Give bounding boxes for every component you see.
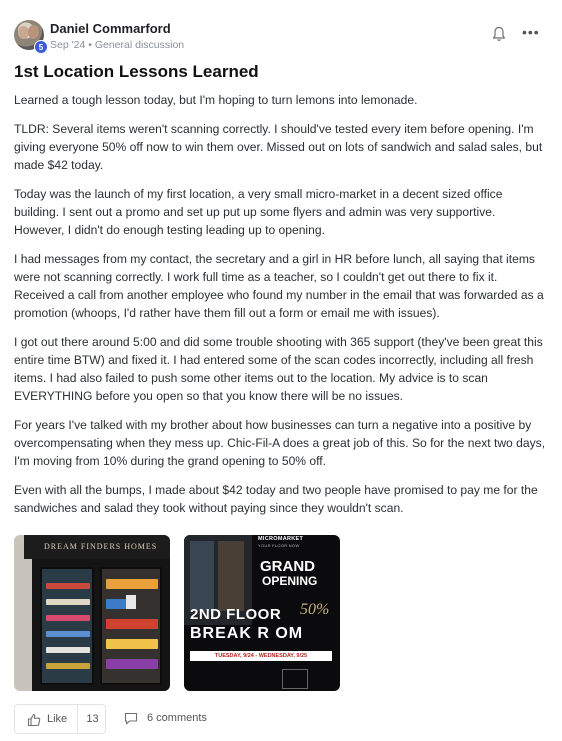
grand-text: GRAND	[260, 558, 315, 575]
post-paragraph: TLDR: Several items weren't scanning correctly. I should've tested every item before opening. I'm giving everyone 50% off now to win them over. Missed out on lots of sandwich and salad sales, but made $42 today.	[14, 122, 543, 172]
shelf-row	[46, 615, 90, 621]
shelf-row	[46, 631, 90, 637]
dates-strip: TUESDAY, 9/24 - WEDNESDAY, 9/25	[190, 651, 332, 661]
vending-machine-image[interactable]	[14, 535, 170, 691]
shelf-row	[106, 659, 158, 669]
post-body	[14, 91, 548, 528]
floor-text: 2ND FLOOR	[190, 606, 282, 623]
post-paragraph: I got out there around 5:00 and did some trouble shooting with 365 support (they've been great this entire time BTW) and fixed it. I had entered some of the scan codes incorrectly, including all fresh items. I had also failed to push some other items out to the location. My advice is to scan EVERYTHING before you open so that you know there will be no issues.	[14, 335, 543, 403]
micromarket-label: MICROMARKET	[258, 536, 304, 542]
like-count[interactable]: 13	[77, 705, 107, 733]
image-banner: DREAM FINDERS HOMES	[24, 535, 170, 559]
shelf-row	[46, 583, 90, 589]
shelf-row	[106, 599, 128, 609]
grand-opening-image[interactable]	[184, 535, 340, 691]
like-button[interactable]	[14, 704, 106, 734]
author-name[interactable]: Daniel Commarford	[50, 21, 171, 36]
shelf-row	[46, 663, 90, 669]
discount-script: 50%	[300, 601, 330, 618]
post-paragraph: I had messages from my contact, the secretary and a girl in HR before lunch, all saying that items were not scanning correctly. I work full time as a teacher, so I couldn't get out there to fix it. Received a call from another employee who found my number in the email that was forwarded as a promotion (whoops, I'd rather have them fill out a form or email me with issues).	[14, 252, 544, 320]
micromarket-sub: YOUR FLOOR NOW	[258, 543, 300, 548]
post-paragraph: Even with all the bumps, I made about $42 today and two people have promised to pay me for the sandwiches and salad they took without paying since they wouldn't scan.	[14, 483, 538, 515]
bell-icon[interactable]	[492, 26, 506, 42]
break-room-text: BREAK R OM	[190, 625, 304, 642]
shelf-row	[46, 599, 90, 605]
post-paragraph: Learned a tough lesson today, but I'm hoping to turn lemons into lemonade.	[14, 93, 418, 107]
logo-mark	[282, 669, 308, 689]
payment-panel	[126, 595, 136, 609]
shelf-row	[46, 647, 90, 653]
thumbs-up-icon	[27, 713, 41, 727]
machine-glass	[190, 541, 214, 611]
shelf-row	[106, 579, 158, 589]
opening-text: OPENING	[262, 574, 318, 588]
post-paragraph: For years I've talked with my brother about how businesses can turn a negative into a positive by overcompensating when they mess up. Chic-Fil-A does a great job of this. So for the next two days, I'm moving from 10% during the grand opening to 50% off.	[14, 418, 546, 468]
post-date: Sep '24	[50, 39, 86, 51]
post-paragraph: Today was the launch of my first location, a very small micro-market in a decent sized office building. I sent out a promo and set up put up some flyers and admin was very supportive. However, I didn't do enough testing leading up to opening.	[14, 187, 503, 237]
avatar-face	[28, 25, 39, 39]
post-meta	[50, 39, 184, 51]
snack-glass	[218, 541, 244, 611]
like-label: Like	[47, 713, 68, 725]
post-header	[14, 18, 548, 54]
snack-glass	[100, 567, 162, 685]
shelf-row	[106, 619, 158, 629]
machine-glass	[40, 567, 94, 685]
more-icon[interactable]: •••	[522, 24, 540, 40]
comment-icon	[124, 712, 138, 725]
meta-separator: •	[88, 39, 92, 51]
shelf-row	[106, 639, 158, 649]
comments-label: 6 comments	[147, 712, 207, 724]
post-title: 1st Location Lessons Learned	[14, 62, 259, 81]
level-badge: 5	[34, 40, 48, 54]
post-category[interactable]: General discussion	[94, 39, 185, 51]
